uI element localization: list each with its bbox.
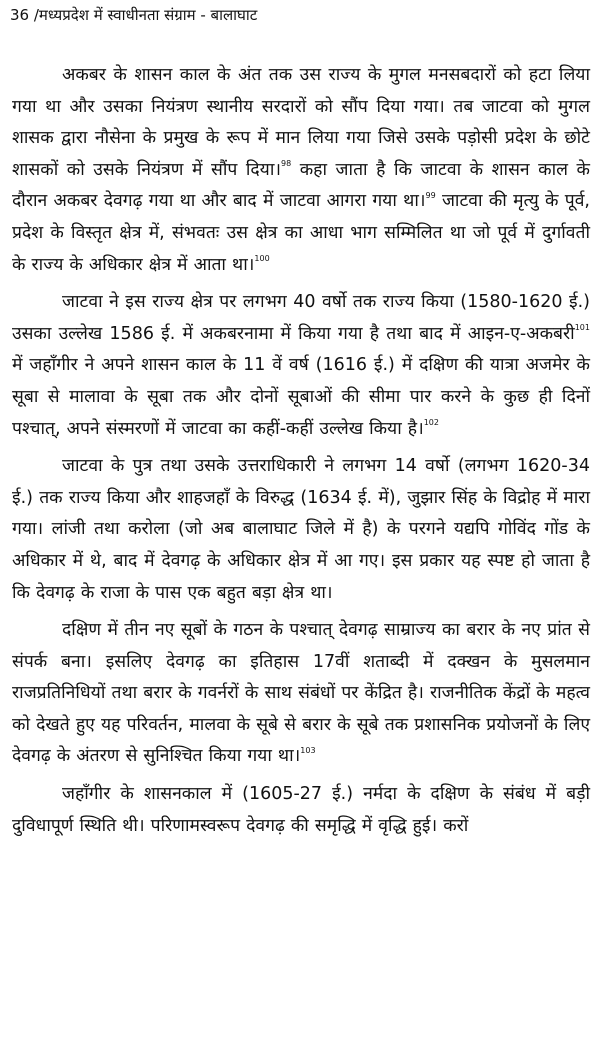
paragraph-text: जहाँगीर के शासनकाल में (1605-27 ई.) नर्मदा के दक्षिण के संबंध में बड़ी दुविधापूर्ण स्थिति थी। परिणामस्वरूप देवगढ़ की समृद्धि में वृद्धि हुई। करों xyxy=(12,784,590,836)
page-header xyxy=(10,4,257,26)
paragraph-text: कहा जाता है कि जाटवा के शासन काल के दौरान अकबर देवगढ़ गया था और बाद में जाटवा आगरा गया था। xyxy=(12,159,590,212)
paragraph-text: दक्षिण में तीन नए सूबों के गठन के पश्चात् देवगढ़ साम्राज्य का बरार के नए प्रांत से संपर्क बना। इसलिए देवगढ़ का इतिहास 17वीं शताब्दी में दक्खन के मुसलमान राजप्रतिनिधियों तथा बरार के गवर्नरों के साथ संबंधों पर केंद्रित है। राजनीतिक केंद्रों के महत्व को देखते हुए यह परिवर्तन, मालवा के सूबे से बरार के सूबे तक प्रशासनिक प्रयोजनों के लिए देवगढ़ के अंतरण से सुनिश्चित किया गया था। xyxy=(12,620,590,767)
paragraph-5 xyxy=(12,779,590,842)
paragraph-text: में जहाँगीर ने अपने शासन काल के 11 वें वर्ष (1616 ई.) में दक्षिण की यात्रा अजमेर के सूबा से मालावा के सूबा तक और दोनों सूबाओं की सीमा पार करने के कुछ ही दिनों पश्चात्, अपने संस्मरणों में जाटवा का कहीं-कहीं उल्लेख किया है। xyxy=(12,355,590,439)
paragraph-text: जाटवा की मृत्यु के पूर्व, प्रदेश के विस्तृत क्षेत्र में, संभवतः उस क्षेत्र का आधा भाग सम्मिलित था जो पूर्व में दुर्गावती के राज्य के अधिकार क्षेत्र में आता था। xyxy=(12,191,590,275)
paragraph-text: जाटवा के पुत्र तथा उसके उत्तराधिकारी ने लगभग 14 वर्षो (लगभग 1620-34 ई.) तक राज्य किया और शाहजहाँ के विरुद्ध (1634 ई. में), जुझार सिंह के विद्रोह में मारा गया। लांजी तथा करोला (जो अब बालाघाट जिले में है) के परगने यद्यपि गोविंद गोंड के अधिकार में थे, बाद में देवगढ़ के अधिकार क्षेत्र में आ गए। इस प्रकार यह स्पष्ट हो जाता है कि देवगढ़ के राजा के पास एक बहुत बड़ा क्षेत्र था। xyxy=(12,456,590,603)
paragraph-2 xyxy=(12,287,590,445)
footnote-ref: 99 xyxy=(425,190,436,200)
page-body xyxy=(12,60,590,848)
running-title: /मध्यप्रदेश में स्वाधीनता संग्राम - बालाघाट xyxy=(33,6,258,24)
paragraph-4 xyxy=(12,615,590,773)
paragraph-3 xyxy=(12,451,590,609)
footnote-ref: 103 xyxy=(300,745,316,755)
footnote-ref: 100 xyxy=(254,253,270,263)
page-number: 36 xyxy=(10,6,30,24)
paragraph-text: अकबर के शासन काल के अंत तक उस राज्य के मुगल मनसबदारों को हटा लिया गया था और उसका नियंत्रण स्थानीय सरदारों को सौंप दिया गया। तब जाटवा को मुगल शासक द्वारा नौसेना के प्रमुख के रूप में मान लिया गया जिसे उसके पड़ोसी प्रदेश के छोटे शासकों को उसके नियंत्रण में सौंप दिया। xyxy=(12,65,590,180)
paragraph-text: जाटवा ने इस राज्य क्षेत्र पर लगभग 40 वर्षो तक राज्य किया (1580-1620 ई.) उसका उल्लेख 1586 ई. में अकबरनामा में किया गया है तथा बाद में आइन-ए-अकबरी xyxy=(12,292,590,344)
footnote-ref: 101 xyxy=(574,322,590,332)
footnote-ref: 102 xyxy=(423,417,439,427)
paragraph-1 xyxy=(12,60,590,281)
footnote-ref: 98 xyxy=(281,158,292,168)
